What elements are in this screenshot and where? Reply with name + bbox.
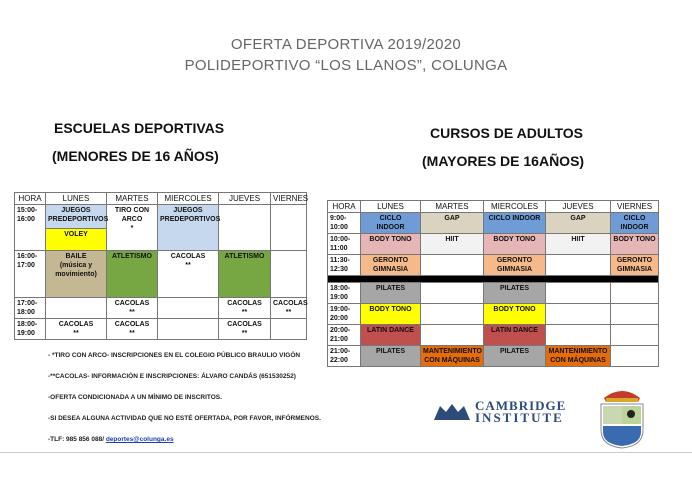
table-row xyxy=(15,319,307,340)
activity-cell: BODY TONO xyxy=(484,234,546,255)
cursos-subtitle: (MAYORES DE 16AÑOS) xyxy=(422,153,585,169)
activity-cell xyxy=(219,205,271,251)
cambridge-institute-logo xyxy=(432,400,566,424)
column-header: MARTES xyxy=(421,201,484,213)
column-header: LUNES xyxy=(361,201,421,213)
email-link[interactable]: deportes@colunga.es xyxy=(105,436,174,443)
activity-cell xyxy=(546,283,611,304)
hour-cell: 21:00- 22:00 xyxy=(328,346,361,367)
activity-cell xyxy=(421,304,484,325)
activity-cell: MANTENIMIENTO CON MÁQUINAS xyxy=(546,346,611,367)
activity-cell xyxy=(611,304,659,325)
activity-cell xyxy=(46,298,107,319)
activity-cell: JUEGOS PREDEPORTIVOS xyxy=(46,205,107,229)
hour-cell: 18:00- 19:00 xyxy=(15,319,46,340)
activity-cell xyxy=(271,205,307,251)
note: -OFERTA CONDICIONADA A UN MÍNIMO DE INSCRITOS. xyxy=(48,394,222,401)
activity-cell: BODY TONO xyxy=(484,304,546,325)
column-header: JUEVES xyxy=(219,193,271,205)
page-title: OFERTA DEPORTIVA 2019/2020 xyxy=(230,36,462,53)
activity-cell: GERONTO GIMNASIA xyxy=(611,255,659,276)
activity-cell: CICLO INDOOR xyxy=(361,213,421,234)
hour-cell: 15:00- 16:00 xyxy=(15,205,46,251)
note: -SI DESEA ALGUNA ACTIVIDAD QUE NO ESTÉ OFERTADA, POR FAVOR, INFÓRMENOS. xyxy=(48,415,321,422)
hour-cell: 20:00- 21:00 xyxy=(328,325,361,346)
activity-cell: ATLETISMO xyxy=(107,251,158,298)
cursos-schedule-table xyxy=(327,200,659,367)
contact-line xyxy=(48,436,321,457)
activity-cell: TIRO CON ARCO * xyxy=(107,205,158,251)
activity-cell: BODY TONO xyxy=(361,234,421,255)
lions-crest-icon xyxy=(432,400,472,424)
activity-cell xyxy=(421,255,484,276)
colunga-coat-of-arms-icon xyxy=(596,384,648,450)
activity-cell: PILATES xyxy=(484,283,546,304)
page-subtitle: POLIDEPORTIVO “LOS LLANOS”, COLUNGA xyxy=(184,57,508,74)
cursos-title: CURSOS DE ADULTOS xyxy=(430,125,583,141)
activity-cell: BODY TONO xyxy=(361,304,421,325)
activity-cell xyxy=(271,319,307,340)
activity-cell: CACOLAS ** xyxy=(219,319,271,340)
activity-cell xyxy=(421,325,484,346)
activity-cell: CACOLAS ** xyxy=(158,251,219,298)
separator-bar xyxy=(328,276,659,283)
column-header: MARTES xyxy=(107,193,158,205)
column-header: VIERNES xyxy=(271,193,307,205)
activity-cell xyxy=(158,298,219,319)
activity-cell: CACOLAS ** xyxy=(271,298,307,319)
activity-cell: ATLETISMO xyxy=(219,251,271,298)
column-header: HORA xyxy=(15,193,46,205)
activity-cell xyxy=(158,319,219,340)
activity-cell: CICLO INDOOR xyxy=(484,213,546,234)
notes xyxy=(48,352,321,457)
column-header: LUNES xyxy=(46,193,107,205)
column-header: VIERNES xyxy=(611,201,659,213)
activity-cell xyxy=(546,325,611,346)
activity-cell xyxy=(611,346,659,367)
table-row xyxy=(15,251,307,298)
note: -**CACOLAS- INFORMACIÓN E INSCRIPCIONES: ÁLVARO CANDÁS (651530252) xyxy=(48,373,296,380)
logo-text: CAMBRIDGE xyxy=(475,398,567,413)
activity-cell: GAP xyxy=(421,213,484,234)
hour-cell: 9:00- 10:00 xyxy=(328,213,361,234)
activity-cell: GERONTO GIMNASIA xyxy=(484,255,546,276)
activity-cell: JUEGOS PREDEPORTIVOS xyxy=(158,205,219,251)
activity-cell: CACOLAS ** xyxy=(107,298,158,319)
table-row xyxy=(328,276,659,283)
activity-cell: CACOLAS ** xyxy=(107,319,158,340)
hour-cell: 11:30- 12:30 xyxy=(328,255,361,276)
table-row xyxy=(328,283,659,304)
hour-cell: 17:00- 18:00 xyxy=(15,298,46,319)
table-row xyxy=(328,213,659,234)
activity-cell: VOLEY xyxy=(46,229,107,251)
activity-cell: GAP xyxy=(546,213,611,234)
escuelas-title: ESCUELAS DEPORTIVAS xyxy=(54,120,225,136)
table-row xyxy=(15,205,307,229)
activity-cell: HIIT xyxy=(421,234,484,255)
activity-cell: PILATES xyxy=(484,346,546,367)
activity-cell: BODY TONO xyxy=(611,234,659,255)
activity-cell: PILATES xyxy=(361,283,421,304)
note: - *TIRO CON ARCO- INSCRIPCIONES EN EL COLEGIO PÚBLICO BRAULIO VIGÓN xyxy=(48,352,301,359)
activity-cell: CACOLAS ** xyxy=(219,298,271,319)
activity-cell: MANTENIMIENTO CON MÁQUINAS xyxy=(421,346,484,367)
activity-cell xyxy=(271,251,307,298)
hour-cell: 16:00- 17:00 xyxy=(15,251,46,298)
activity-cell: LATIN DANCE xyxy=(484,325,546,346)
hour-cell: 10:00- 11:00 xyxy=(328,234,361,255)
activity-cell: CICLO INDOOR xyxy=(611,213,659,234)
table-row xyxy=(328,234,659,255)
table-row xyxy=(15,298,307,319)
escuelas-schedule-table xyxy=(14,192,307,340)
activity-cell: CACOLAS ** xyxy=(46,319,107,340)
activity-cell xyxy=(546,255,611,276)
activity-cell: LATIN DANCE xyxy=(361,325,421,346)
activity-cell: BAILE (música y movimiento) xyxy=(46,251,107,298)
column-header: JUEVES xyxy=(546,201,611,213)
column-header: MIERCOLES xyxy=(484,201,546,213)
escuelas-subtitle: (MENORES DE 16 AÑOS) xyxy=(52,148,219,164)
column-header: MIERCOLES xyxy=(158,193,219,205)
table-row xyxy=(328,346,659,367)
activity-cell: HIIT xyxy=(546,234,611,255)
hour-cell: 18:00- 19:00 xyxy=(328,283,361,304)
table-row xyxy=(328,255,659,276)
column-header: HORA xyxy=(328,201,361,213)
activity-cell xyxy=(611,325,659,346)
activity-cell: GERONTO GIMNASIA xyxy=(361,255,421,276)
divider xyxy=(0,452,692,453)
logo-text: INSTITUTE xyxy=(475,410,564,425)
table-row xyxy=(328,325,659,346)
activity-cell xyxy=(546,304,611,325)
activity-cell: PILATES xyxy=(361,346,421,367)
table-row xyxy=(328,304,659,325)
phone: -TLF: 985 856 088/ xyxy=(48,436,106,443)
hour-cell: 19:00- 20:00 xyxy=(328,304,361,325)
activity-cell xyxy=(421,283,484,304)
activity-cell xyxy=(611,283,659,304)
